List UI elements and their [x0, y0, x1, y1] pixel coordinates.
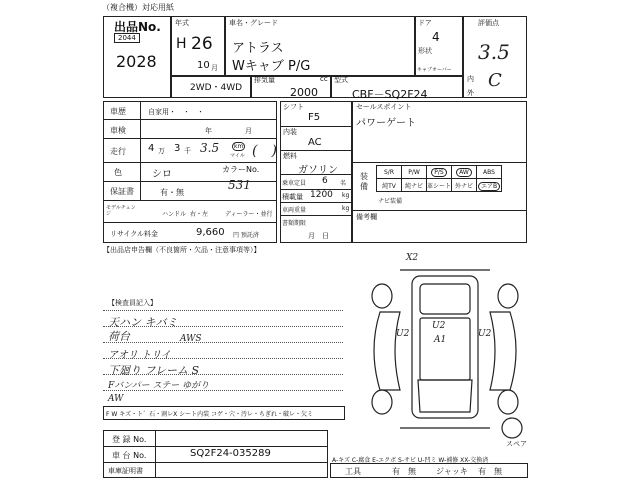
drive-text: 2WD・4WD: [190, 83, 243, 93]
capacity-label: 乗車定員: [282, 180, 307, 187]
equipment-cell: 純ナビ: [402, 179, 427, 192]
interior-label: 内: [467, 75, 474, 83]
color-value: シロ: [152, 169, 172, 180]
mark-x2: X2: [406, 253, 419, 263]
handle-value: 右・左: [190, 211, 209, 218]
capacity-value: 6: [322, 176, 328, 186]
score-value: 3.5: [478, 40, 510, 64]
mileage-sen: 3: [174, 143, 181, 154]
warranty-label: 保証書: [110, 187, 134, 196]
color-code-label: カラーNo.: [222, 165, 260, 174]
expire-label: 書類期限: [282, 220, 307, 227]
cab-label: キャブオーバー: [417, 67, 452, 73]
mileage-handwritten: 3.5: [200, 141, 220, 155]
dealer-label: ディーラー・並行: [225, 211, 273, 218]
equipment-cell: 純TV: [377, 179, 402, 192]
mark-u2-right: U2: [478, 329, 492, 339]
mileage-unit-km: km: [234, 143, 244, 150]
notes-label: 備考欄: [356, 213, 377, 221]
warranty-value: 有・無: [160, 188, 184, 197]
name-label: 車名・グレード: [229, 19, 278, 27]
color-code: 531: [228, 178, 251, 192]
inspection-month-unit: 月: [245, 127, 252, 135]
load-label: 積載量: [282, 193, 303, 201]
inspection-year-unit: 年: [205, 127, 212, 135]
spare-label: スペア: [506, 440, 527, 448]
door-value: 4: [432, 30, 440, 44]
declare-label: 【出品店申告欄（不良箇所・欠品・注意事項等）】: [103, 246, 261, 254]
recycle-unit: 円 預託済: [233, 232, 259, 239]
weight-unit: kg: [342, 205, 350, 212]
note-line: Fバンパー ステー ゆがり: [108, 381, 210, 391]
ac-value: AC: [308, 137, 322, 148]
wheel-rear-right: [498, 390, 518, 414]
mileage-label: 走行: [110, 147, 126, 156]
equipment-cell: AW: [452, 166, 477, 179]
history-value: 自家用・ ・ ・: [148, 108, 204, 116]
diagram-front: [418, 380, 472, 412]
year-month-unit: 月: [211, 64, 218, 72]
note-mark: AWS: [180, 334, 202, 344]
year-label: 年式: [175, 19, 189, 27]
mileage-man-unit: 万: [158, 147, 165, 155]
jack-value: 有 無: [478, 467, 502, 476]
wheel-front-left: [372, 284, 392, 308]
diagram-cab: [420, 284, 470, 314]
handle-label: ハンドル: [162, 211, 187, 218]
shift-value: F5: [308, 112, 321, 123]
mark-u2-left: U2: [396, 329, 410, 339]
engine-value: 2000: [290, 86, 318, 99]
car-grade: Wキャブ P/G: [232, 59, 311, 74]
equipment-cell: P/S: [427, 166, 452, 179]
sales-point-label: セールスポイント: [356, 103, 412, 111]
diagram-door-left: [374, 312, 400, 390]
note-line: 下廻り フレーム S: [108, 364, 200, 377]
interior-value: C: [488, 70, 502, 91]
spare-wheel: [502, 418, 522, 438]
capacity-unit: 名: [340, 180, 347, 187]
engine-unit: cc: [320, 75, 328, 83]
exterior-label: 外: [467, 89, 474, 97]
mark-a1: A1: [434, 335, 447, 345]
mileage-unit-mile: マイル: [230, 153, 245, 159]
diagram-body: [412, 276, 478, 418]
note-line: 天ハン キバミ: [108, 316, 178, 329]
chassis-label: 車 台 No.: [112, 451, 147, 460]
inspection-label: 車検: [110, 126, 126, 135]
score-label: 評価点: [478, 19, 499, 27]
recycle-value: 9,660: [196, 227, 225, 238]
load-value: 1200: [310, 190, 333, 200]
mark-u2-center: U2: [432, 321, 446, 331]
wheel-rear-left: [372, 390, 392, 414]
sales-point-value: パワーゲート: [356, 118, 416, 129]
inspection-notes-label: 【検査員記入】: [108, 299, 157, 307]
engine-label: 排気量: [254, 76, 275, 84]
recycle-label: リサイクル料金: [110, 230, 159, 238]
equipment-cell: S/R: [377, 166, 402, 179]
note-line: AW: [108, 394, 124, 404]
lot-small-number: 2044: [114, 33, 140, 43]
diagram-door-right: [490, 312, 516, 390]
chassis-value: SQ2F24-035289: [190, 448, 271, 459]
car-name: アトラス: [232, 41, 284, 56]
year-month: 10: [197, 60, 210, 71]
damage-legend: A-キズ C-腐食 E-エクボ S-サビ U-凹ミ W-補修 XX-交換済: [332, 457, 489, 464]
tools-value: 有 無: [392, 467, 416, 476]
equipment-label: 装備: [360, 172, 368, 191]
model-change-label: モデルチェンジ: [106, 205, 136, 217]
mileage-paren: ( ): [252, 143, 277, 159]
equipment-cell: ABS: [477, 166, 502, 179]
reg-label: 登 録 No.: [112, 435, 147, 444]
model-label: 型式: [334, 76, 348, 84]
model-value: CBF－SQ2F24: [352, 88, 428, 101]
note-line: 荷台: [108, 330, 130, 343]
year-era: H: [176, 36, 187, 52]
expire-unit: 月 日: [308, 232, 329, 240]
equipment-cell: エアB: [477, 179, 502, 192]
shape-label: 形状: [418, 47, 432, 55]
equipment-table: [376, 165, 502, 192]
load-unit: kg: [342, 192, 350, 199]
mileage-sen-unit: 千: [184, 147, 191, 155]
header-label: （複合機）対応用紙: [102, 3, 174, 12]
year-value: 26: [191, 34, 213, 54]
door-label: ドア: [418, 19, 432, 27]
equipment-cell: P/W: [402, 166, 427, 179]
wheel-front-right: [498, 284, 518, 308]
color-label: 色: [114, 168, 122, 177]
vehicle-diagram: [360, 250, 530, 450]
lot-number: 2028: [116, 52, 157, 71]
lot-label: 出品No.: [114, 20, 161, 34]
history-label: 車歴: [110, 107, 126, 116]
note-line: アオリ トリイ: [108, 350, 171, 361]
navi-label: ナビ装備: [378, 198, 403, 205]
equipment-cell: 革シート: [427, 179, 452, 192]
equipment-cell: 外ナビ: [452, 179, 477, 192]
cert-label: 車庫証明書: [108, 467, 143, 475]
tools-label: 工具: [345, 467, 361, 476]
weight-label: 車両重量: [282, 207, 307, 214]
fuel-label: 燃料: [283, 152, 297, 160]
mileage-man: 4: [148, 143, 155, 154]
ac-label: 内装: [283, 128, 297, 136]
shift-label: シフト: [283, 103, 304, 111]
jack-label: ジャッキ: [436, 467, 468, 476]
fuel-value: ガソリン: [298, 165, 338, 176]
fw-bar-text: F W キズ・ト゛石・割レX シート内装 コゲ・穴・汚レ・ちぎれ・破レ・欠ミ: [106, 411, 314, 418]
